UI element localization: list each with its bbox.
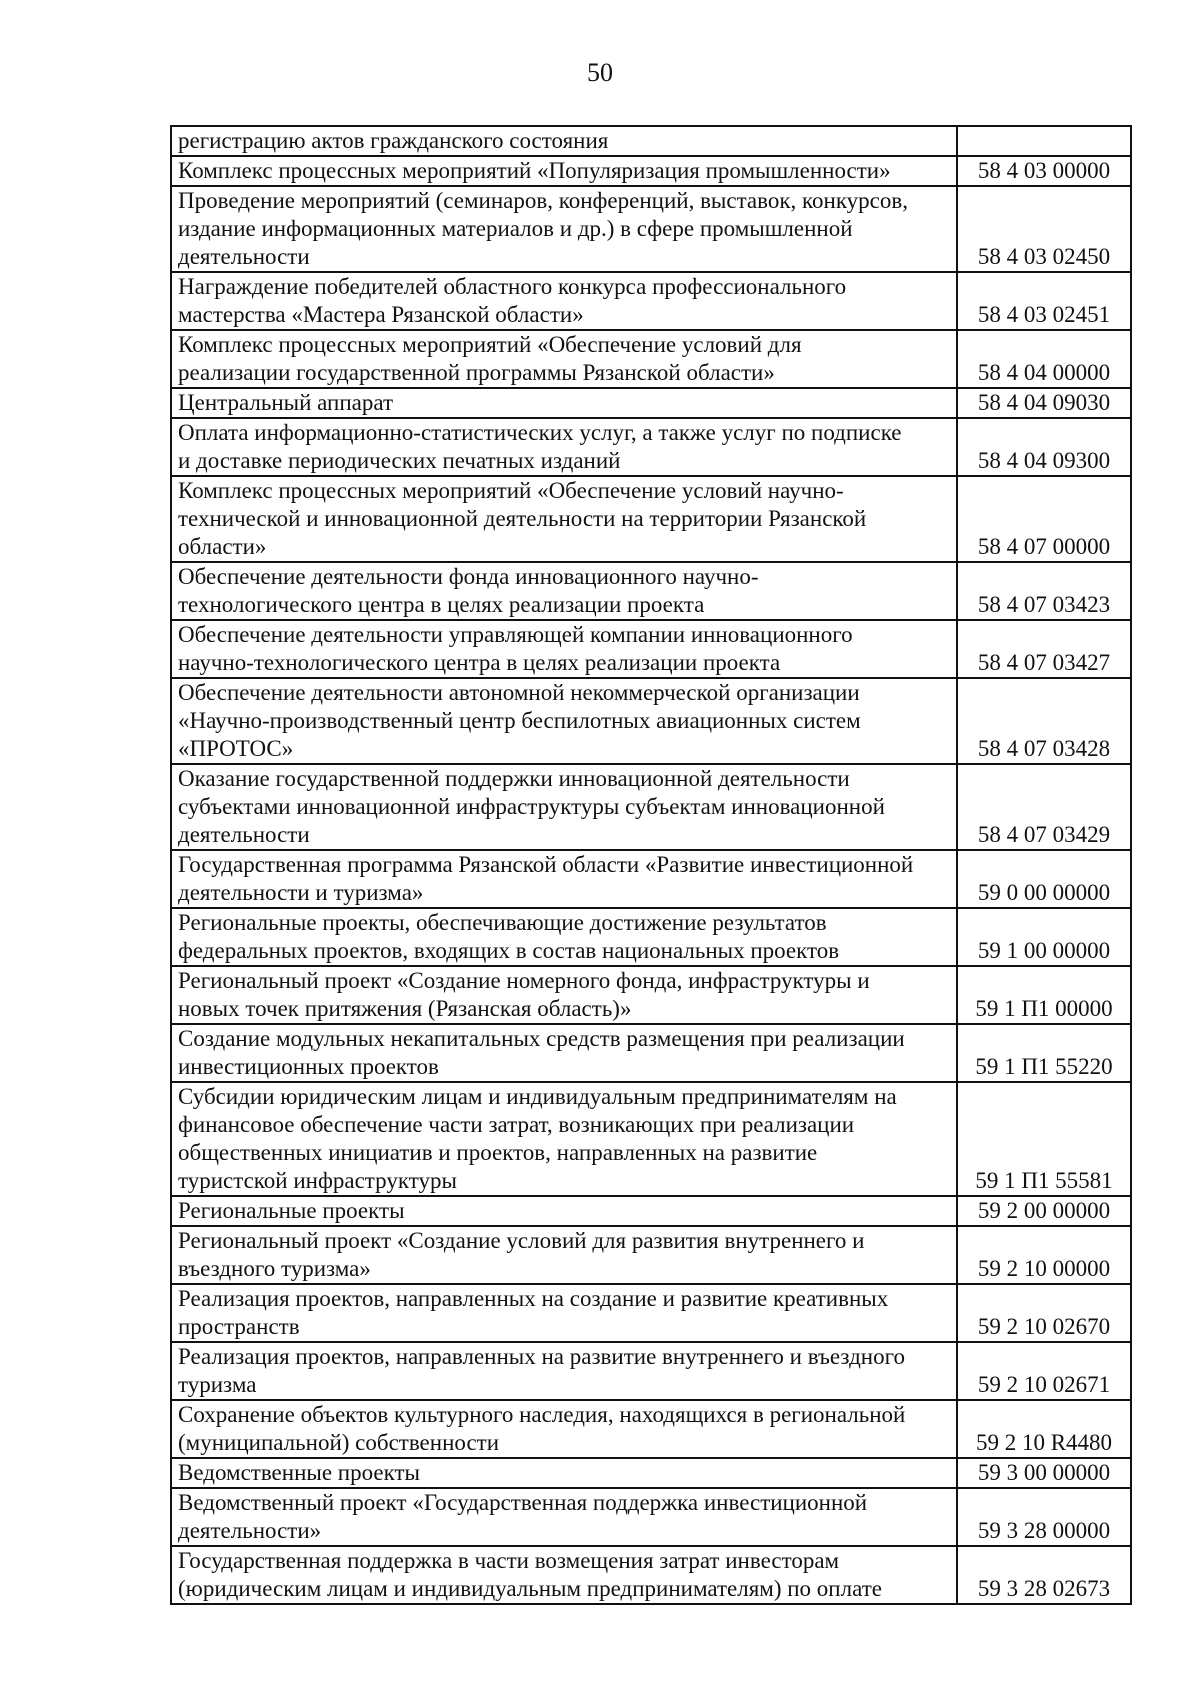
- classification-code-cell: 58 4 03 00000: [957, 156, 1131, 186]
- expense-name-line: Комплекс процессных мероприятий «Обеспечение условий научно-: [178, 478, 844, 503]
- expense-name-line: Сохранение объектов культурного наследия, находящихся в региональной: [178, 1402, 906, 1427]
- classification-code-cell: 59 3 00 00000: [957, 1458, 1131, 1488]
- classification-code-cell: 59 1 П1 55220: [957, 1024, 1131, 1082]
- classification-code-cell: 59 0 00 00000: [957, 850, 1131, 908]
- expense-name-cell: [171, 1082, 957, 1196]
- classification-code-cell: 59 2 00 00000: [957, 1196, 1131, 1226]
- expense-name-line: технологического центра в целях реализации проекта: [178, 592, 705, 617]
- expense-name-line: Региональные проекты, обеспечивающие достижение результатов: [178, 910, 827, 935]
- classification-code-cell: 58 4 07 03427: [957, 620, 1131, 678]
- expense-name-cell: [171, 388, 957, 418]
- classification-code-cell: 59 1 00 00000: [957, 908, 1131, 966]
- table-row: [171, 678, 1131, 764]
- table-row: [171, 1284, 1131, 1342]
- table-row: [171, 966, 1131, 1024]
- expense-name-cell: [171, 1400, 957, 1458]
- expense-name-line: новых точек притяжения (Рязанская область)»: [178, 996, 632, 1021]
- expense-name-cell: [171, 1488, 957, 1546]
- table-row: [171, 908, 1131, 966]
- expense-name-line: Региональный проект «Создание номерного фонда, инфраструктуры и: [178, 968, 870, 993]
- expense-name-line: Создание модульных некапитальных средств размещения при реализации: [178, 1026, 905, 1051]
- expense-name-cell: [171, 678, 957, 764]
- expense-name-line: Награждение победителей областного конкурса профессионального: [178, 274, 847, 299]
- table-row: [171, 388, 1131, 418]
- expense-name-cell: [171, 1284, 957, 1342]
- classification-code-cell: 58 4 04 09030: [957, 388, 1131, 418]
- table-row: [171, 850, 1131, 908]
- expense-name-line: «ПРОТОС»: [178, 736, 294, 761]
- table-row: [171, 562, 1131, 620]
- expense-name-cell: [171, 1024, 957, 1082]
- expense-name-line: Реализация проектов, направленных на развитие внутреннего и въездного: [178, 1344, 905, 1369]
- expense-name-cell: [171, 418, 957, 476]
- classification-code-cell: 59 2 10 02670: [957, 1284, 1131, 1342]
- table-row: [171, 476, 1131, 562]
- table-row: [171, 126, 1131, 156]
- expense-name-line: деятельности»: [178, 1518, 322, 1543]
- classification-code-cell: 58 4 03 02451: [957, 272, 1131, 330]
- expense-name-line: Региональные проекты: [178, 1198, 405, 1223]
- table-row: [171, 1458, 1131, 1488]
- classification-code-cell: [957, 126, 1131, 156]
- table-row: [171, 764, 1131, 850]
- expense-name-cell: [171, 476, 957, 562]
- expense-name-cell: [171, 1342, 957, 1400]
- expense-name-line: деятельности: [178, 244, 310, 269]
- table-row: [171, 1488, 1131, 1546]
- expense-name-cell: [171, 156, 957, 186]
- expense-name-cell: [171, 562, 957, 620]
- expense-name-line: деятельности и туризма»: [178, 880, 424, 905]
- expense-name-line: (юридическим лицам и индивидуальным предпринимателям) по оплате: [178, 1576, 882, 1601]
- table-row: [171, 330, 1131, 388]
- classification-code-cell: 58 4 07 03423: [957, 562, 1131, 620]
- expense-name-cell: [171, 850, 957, 908]
- classification-code-cell: 58 4 04 00000: [957, 330, 1131, 388]
- expense-name-line: федеральных проектов, входящих в состав национальных проектов: [178, 938, 840, 963]
- table-body: [171, 126, 1131, 1604]
- expense-name-line: туристской инфраструктуры: [178, 1168, 457, 1193]
- expense-name-line: туризма: [178, 1372, 257, 1397]
- expense-name-cell: [171, 966, 957, 1024]
- classification-code-cell: 59 2 10 02671: [957, 1342, 1131, 1400]
- expense-name-line: Субсидии юридическим лицам и индивидуальным предпринимателям на: [178, 1084, 897, 1109]
- table-row: [171, 272, 1131, 330]
- expense-name-line: финансовое обеспечение части затрат, возникающих при реализации: [178, 1112, 855, 1137]
- expense-name-cell: [171, 1546, 957, 1604]
- expense-name-line: деятельности: [178, 822, 310, 847]
- expense-name-cell: [171, 1196, 957, 1226]
- expense-name-line: Региональный проект «Создание условий для развития внутреннего и: [178, 1228, 865, 1253]
- table-row: [171, 1546, 1131, 1604]
- classification-code-cell: 59 1 П1 00000: [957, 966, 1131, 1024]
- table-row: [171, 1342, 1131, 1400]
- expense-name-line: мастерства «Мастера Рязанской области»: [178, 302, 584, 327]
- expense-name-line: реализации государственной программы Рязанской области»: [178, 360, 775, 385]
- expense-name-line: области»: [178, 534, 267, 559]
- expense-name-cell: [171, 126, 957, 156]
- expense-name-line: Государственная поддержка в части возмещения затрат инвесторам: [178, 1548, 840, 1573]
- classification-code-cell: 58 4 03 02450: [957, 186, 1131, 272]
- classification-code-cell: 59 2 10 R4480: [957, 1400, 1131, 1458]
- expense-name-line: Реализация проектов, направленных на создание и развитие креативных: [178, 1286, 889, 1311]
- table-row: [171, 1226, 1131, 1284]
- expense-name-line: Ведомственные проекты: [178, 1460, 420, 1485]
- expense-name-line: издание информационных материалов и др.) в сфере промышленной: [178, 216, 853, 241]
- expense-name-line: общественных инициатив и проектов, направленных на развитие: [178, 1140, 818, 1165]
- expense-name-cell: [171, 908, 957, 966]
- expense-name-cell: [171, 620, 957, 678]
- classification-code-cell: 58 4 07 03428: [957, 678, 1131, 764]
- table-row: [171, 1024, 1131, 1082]
- table-row: [171, 1400, 1131, 1458]
- page-number: 50: [587, 58, 613, 87]
- expense-name-line: регистрацию актов гражданского состояния: [178, 128, 609, 153]
- table-row: [171, 1082, 1131, 1196]
- classification-code-cell: 59 3 28 00000: [957, 1488, 1131, 1546]
- classification-code-cell: 58 4 07 03429: [957, 764, 1131, 850]
- expense-name-cell: [171, 1458, 957, 1488]
- table-row: [171, 1196, 1131, 1226]
- table-row: [171, 418, 1131, 476]
- expense-name-cell: [171, 764, 957, 850]
- expense-name-line: «Научно-производственный центр беспилотных авиационных систем: [178, 708, 861, 733]
- expense-name-line: научно-технологического центра в целях реализации проекта: [178, 650, 781, 675]
- expense-name-line: и доставке периодических печатных изданий: [178, 448, 621, 473]
- expense-name-line: Государственная программа Рязанской области «Развитие инвестиционной: [178, 852, 914, 877]
- expense-name-cell: [171, 330, 957, 388]
- classification-code-cell: 59 1 П1 55581: [957, 1082, 1131, 1196]
- expense-name-line: (муниципальной) собственности: [178, 1430, 500, 1455]
- expense-name-line: Обеспечение деятельности автономной некоммерческой организации: [178, 680, 860, 705]
- expense-name-line: Проведение мероприятий (семинаров, конференций, выставок, конкурсов,: [178, 188, 908, 213]
- expense-name-line: Центральный аппарат: [178, 390, 394, 415]
- expense-name-line: въездного туризма»: [178, 1256, 371, 1281]
- expense-name-line: пространств: [178, 1314, 300, 1339]
- table-row: [171, 620, 1131, 678]
- expense-name-line: Обеспечение деятельности управляющей компании инновационного: [178, 622, 853, 647]
- expense-name-line: Комплекс процессных мероприятий «Обеспечение условий для: [178, 332, 802, 357]
- expense-name-line: Оказание государственной поддержки инновационной деятельности: [178, 766, 850, 791]
- expense-name-line: субъектами инновационной инфраструктуры субъектам инновационной: [178, 794, 885, 819]
- classification-code-cell: 58 4 04 09300: [957, 418, 1131, 476]
- expense-name-cell: [171, 1226, 957, 1284]
- classification-code-cell: 59 2 10 00000: [957, 1226, 1131, 1284]
- classification-code-cell: 59 3 28 02673: [957, 1546, 1131, 1604]
- expense-name-cell: [171, 272, 957, 330]
- expense-name-line: Оплата информационно-статистических услуг, а также услуг по подписке: [178, 420, 902, 445]
- table-row: [171, 156, 1131, 186]
- classification-code-cell: 58 4 07 00000: [957, 476, 1131, 562]
- expense-name-line: инвестиционных проектов: [178, 1054, 439, 1079]
- expense-name-cell: [171, 186, 957, 272]
- expense-name-line: Обеспечение деятельности фонда инновационного научно-: [178, 564, 759, 589]
- table-row: [171, 186, 1131, 272]
- expense-name-line: Ведомственный проект «Государственная поддержка инвестиционной: [178, 1490, 868, 1515]
- expense-name-line: технической и инновационной деятельности на территории Рязанской: [178, 506, 867, 531]
- expense-name-line: Комплекс процессных мероприятий «Популяризация промышленности»: [178, 158, 891, 183]
- budget-code-table: [170, 125, 1132, 1605]
